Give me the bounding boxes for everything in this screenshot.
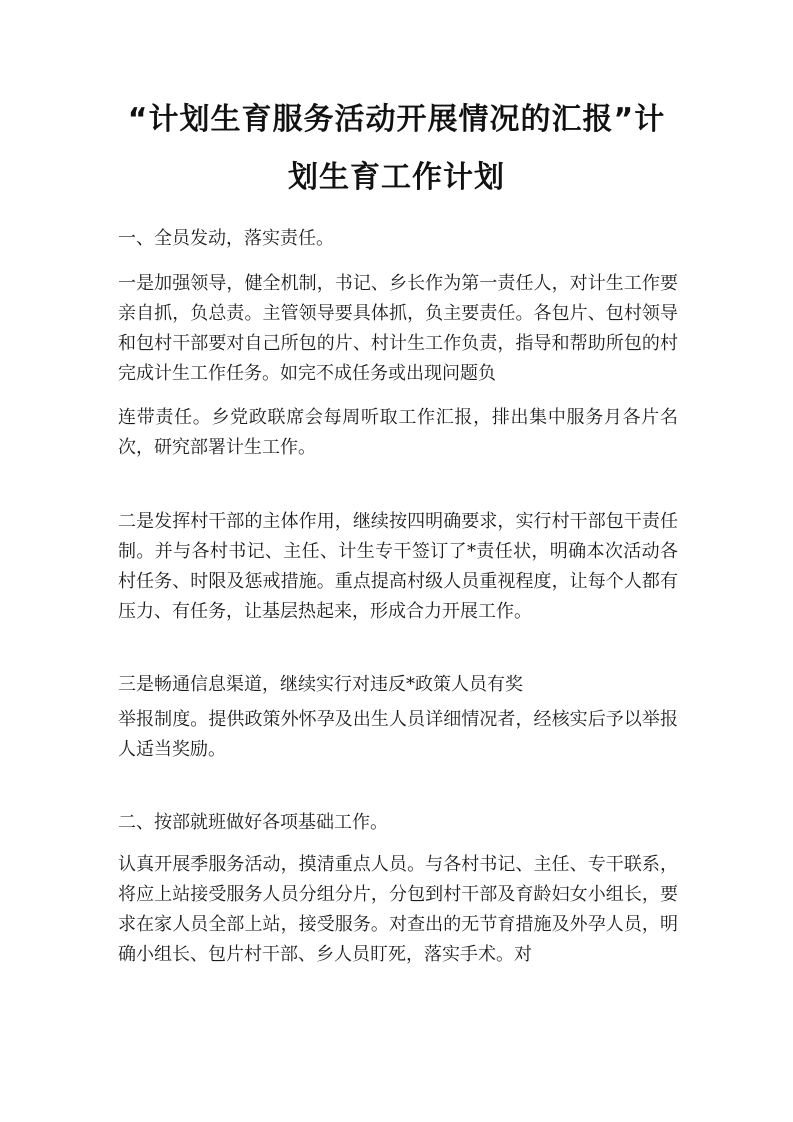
paragraph-village-cadres: 二是发挥村干部的主体作用，继续按四明确要求，实行村干部包干责任制。并与各村书记、主任、计生专干签订了*责任状，明确本次活动各村任务、时限及惩戒措施。重点提高村级人员重视程度，让每个人都有压力、有任务，让基层热起来，形成合力开展工作。 <box>118 511 678 622</box>
paragraph-reporting-system: 举报制度。提供政策外怀孕及出生人员详细情况者，经核实后予以举报人适当奖励。 <box>118 709 678 760</box>
paragraph-information-channels: 三是畅通信息渠道，继续实行对违反*政策人员有奖 <box>118 674 523 695</box>
section-heading-2: 二、按部就班做好各项基础工作。 <box>118 812 388 833</box>
section-heading-1: 一、全员发动，落实责任。 <box>118 228 334 249</box>
paragraph-joint-responsibility: 连带责任。乡党政联席会每周听取工作汇报，排出集中服务月各片名次，研究部署计生工作。 <box>118 407 678 458</box>
document-title-line-1: “计划生育服务活动开展情况的汇报”计 <box>127 102 666 137</box>
document-title-line-2: 划生育工作计划 <box>288 160 505 195</box>
paragraph-service-activity: 认真开展季服务活动，摸清重点人员。与各村书记、主任、专干联系，将应上站接受服务人员分组分片，分包到村干部及育龄妇女小组长，要求在家人员全部上站，接受服务。对查出的无节育措施及外孕人员，明确小组长、包片村干部、乡人员盯死，落实手术。对 <box>118 854 678 965</box>
paragraph-leadership: 一是加强领导，健全机制，书记、乡长作为第一责任人，对计生工作要亲自抓，负总责。主管领导要具体抓，负主要责任。各包片、包村领导和包村干部要对自己所包的片、村计生工作负责，指导和帮助所包的村完成计生工作任务。如完不成任务或出现问题负 <box>118 273 678 384</box>
